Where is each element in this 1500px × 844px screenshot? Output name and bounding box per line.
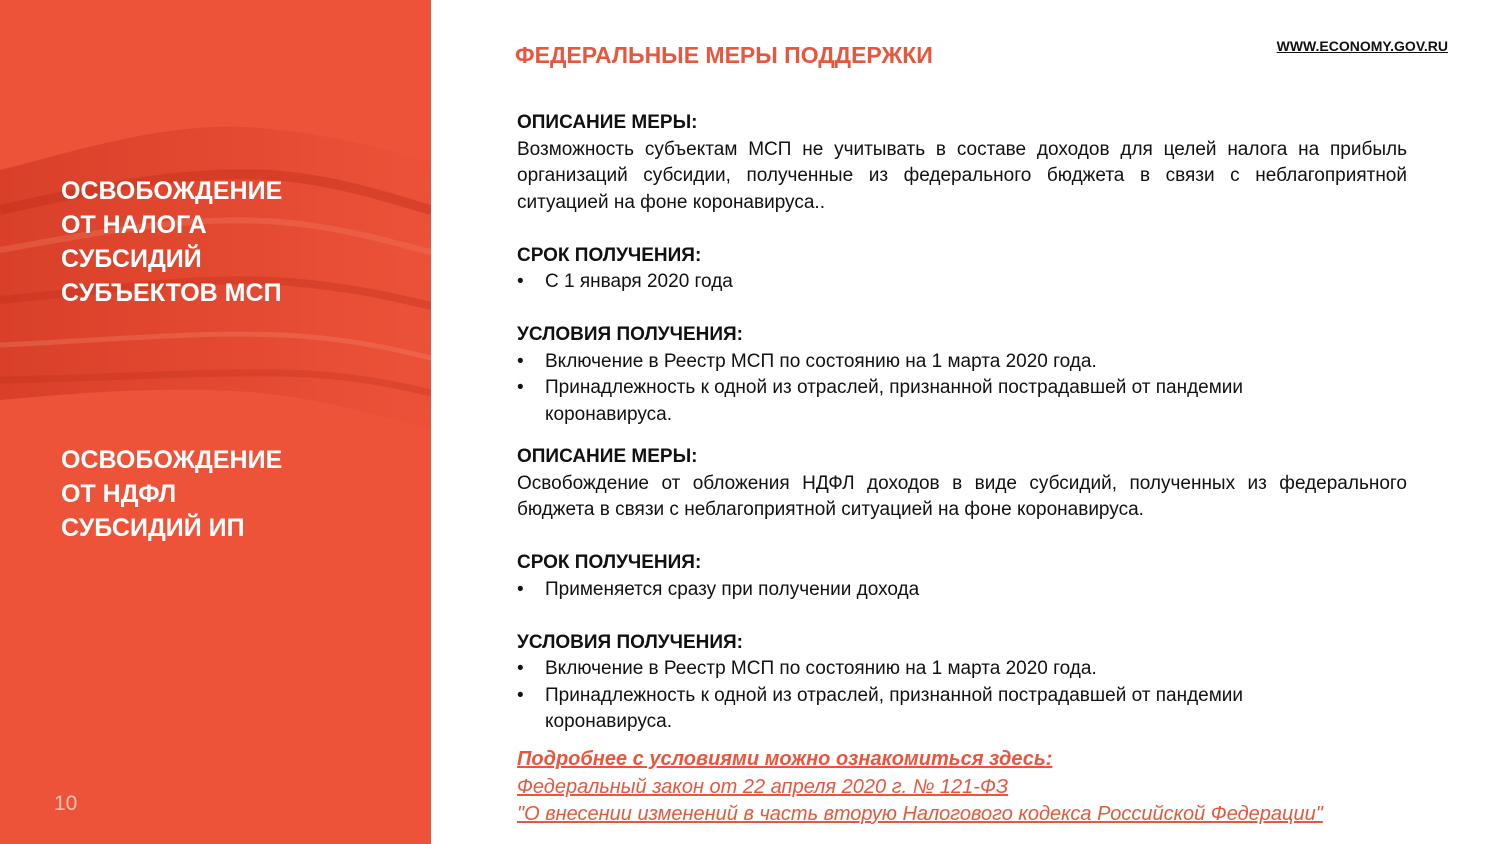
sidebar-title-msp-tax-exemption: ОСВОБОЖДЕНИЕ ОТ НАЛОГА СУБСИДИЙ СУБЪЕКТОВ МСП [61,177,283,307]
list-item: • С 1 января 2020 года [517,269,1315,296]
conditions-heading: УСЛОВИЯ ПОЛУЧЕНИЯ: [517,324,743,345]
list-item: • Включение в Реестр МСП по состоянию на 1 марта 2020 года. [517,656,1315,683]
term-list [517,577,1407,604]
list-item: • Включение в Реестр МСП по состоянию на 1 марта 2020 года. [517,349,1315,376]
measure-block-msp [517,110,1407,428]
page-number: 10 [54,792,78,815]
conditions-list [517,656,1407,736]
list-item: • Применяется сразу при получении дохода [517,577,1315,604]
more-info [517,746,1417,829]
conditions-heading: УСЛОВИЯ ПОЛУЧЕНИЯ: [517,631,743,653]
more-info-heading-link[interactable]: Подробнее с условиями можно ознакомиться здесь: [517,748,1053,770]
tax-code-amendment-link[interactable]: "О внесении изменений в часть вторую Налогового кодекса Российской Федерации" [517,803,1323,825]
page-title: ФЕДЕРАЛЬНЫЕ МЕРЫ ПОДДЕРЖКИ [515,42,933,68]
list-item: • Принадлежность к одной из отраслей, признанной пострадавшей от пандемии коронавируса. [517,375,1315,428]
wave-background-image [0,0,431,844]
conditions-list [517,349,1407,429]
measure-block-ndfl [517,444,1407,736]
description-text: Возможность субъектам МСП не учитывать в составе доходов для целей налога на прибыль организаций субсидии, полученные из федерального бюджета в связи с неблагоприятной ситуацией на фоне коронавируса.. [517,138,1407,213]
left-panel [0,0,431,844]
list-item: • Принадлежность к одной из отраслей, признанной пострадавшей от пандемии коронавируса. [517,683,1315,736]
website-link[interactable]: WWW.ECONOMY.GOV.RU [1276,38,1448,54]
term-heading: СРОК ПОЛУЧЕНИЯ: [517,244,702,266]
description-heading: ОПИСАНИЕ МЕРЫ: [517,446,698,467]
federal-law-link[interactable]: Федеральный закон от 22 апреля 2020 г. № 121-ФЗ [517,775,1009,798]
description-text: Освобождение от обложения НДФЛ доходов в виде субсидий, полученных из федерального бюджета в связи с неблагоприятной ситуацией на фоне коронавируса. [517,472,1407,520]
sidebar-title-ndfl-exemption: ОСВОБОЖДЕНИЕ ОТ НДФЛ СУБСИДИЙ ИП [61,446,283,542]
term-list [517,269,1407,296]
description-heading: ОПИСАНИЕ МЕРЫ: [517,112,698,133]
term-heading: СРОК ПОЛУЧЕНИЯ: [517,552,702,573]
